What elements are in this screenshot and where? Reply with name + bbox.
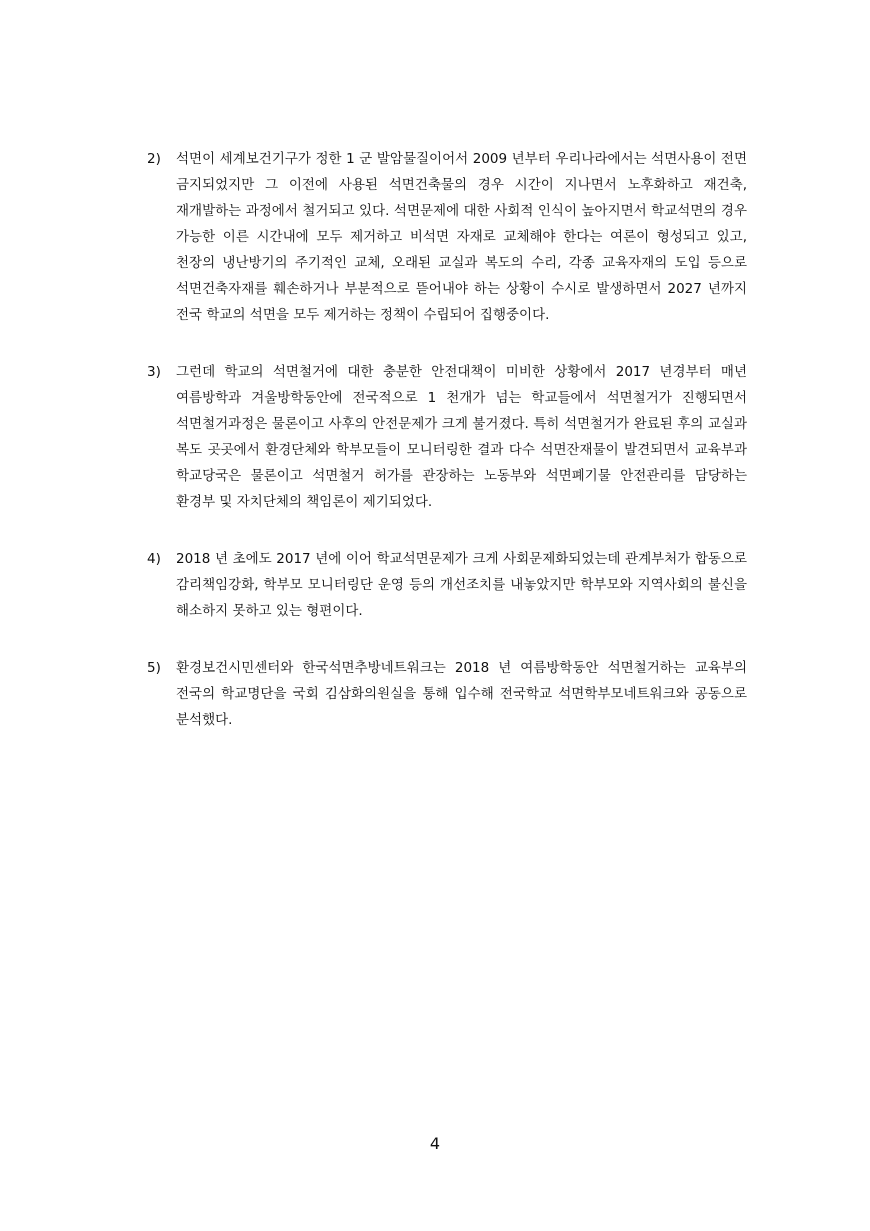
numbered-paragraph-list [147, 146, 747, 764]
list-item-number: 3) [147, 364, 161, 380]
list-item-text: 석면이 세계보건기구가 정한 1 군 발암물질이어서 2009 년부터 우리나라에서는 석면사용이 전면 금지되었지만 그 이전에 사용된 석면건축물의 경우 시간이 지나면서 노후화하고 재건축, 재개발하는 과정에서 철거되고 있다. 석면문제에 대한 사회적 인식이 높아지면서 학교석면의 경우 가능한 이른 시간내에 모두 제거하고 비석면 자재로 교체해야 한다는 여론이 형성되고 있고, 천장의 냉난방기의 주기적인 교체, 오래된 교실과 복도의 수리, 각종 교육자재의 도입 등으로 석면건축자재를 훼손하거나 부분적으로 뜯어내야 하는 상황이 수시로 발생하면서 2027 년까지 전국 학교의 석면을 모두 제거하는 정책이 수립되어 집행중이다. [176, 151, 747, 323]
list-item-text: 2018 년 초에도 2017 년에 이어 학교석면문제가 크게 사회문제화되었는데 관계부처가 합동으로 감리책임강화, 학부모 모니터링단 운영 등의 개선조치를 내놓았지만 학부모와 지역사회의 불신을 해소하지 못하고 있는 형편이다. [176, 551, 747, 619]
list-item-5 [147, 655, 747, 733]
list-item-text: 그런데 학교의 석면철거에 대한 충분한 안전대책이 미비한 상황에서 2017 년경부터 매년 여름방학과 겨울방학동안에 전국적으로 1 천개가 넘는 학교들에서 석면철거가 진행되면서 석면철거과정은 물론이고 사후의 안전문제가 크게 불거졌다. 특히 석면철거가 완료된 후의 교실과 복도 곳곳에서 환경단체와 학부모들이 모니터링한 결과 다수 석면잔재물이 발견되면서 교육부과 학교당국은 물론이고 석면철거 허가를 관장하는 노동부와 석면폐기물 안전관리를 담당하는 환경부 및 자치단체의 책임론이 제기되었다. [176, 364, 747, 510]
list-item-number: 2) [147, 151, 161, 167]
list-item-number: 4) [147, 551, 161, 567]
list-item-4 [147, 546, 747, 624]
list-item-2 [147, 146, 747, 328]
list-item-3 [147, 359, 747, 515]
list-item-number: 5) [147, 660, 161, 676]
list-item-text: 환경보건시민센터와 한국석면추방네트워크는 2018 년 여름방학동안 석면철거하는 교육부의 전국의 학교명단을 국회 김삼화의원실을 통해 입수해 전국학교 석면학부모네트워크와 공동으로 분석했다. [176, 660, 747, 728]
page-number: 4 [429, 1134, 441, 1153]
